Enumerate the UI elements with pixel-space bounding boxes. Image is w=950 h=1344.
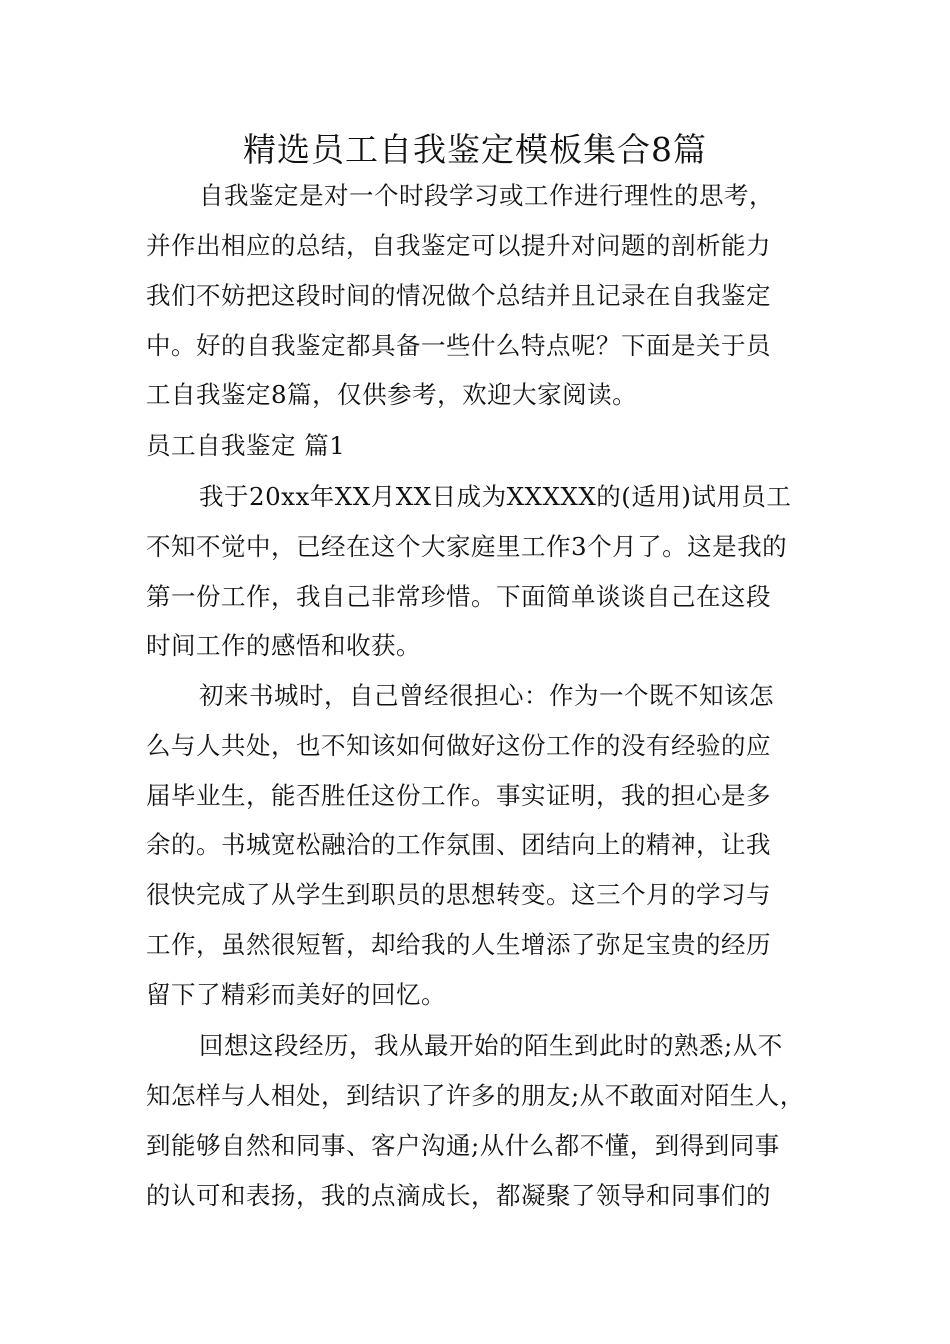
para1-line-1: 我于20xx年XX月XX日成为XXXXX的(适用)试用员工	[199, 482, 792, 511]
intro-line-5: 工自我鉴定8篇，仅供参考，欢迎大家阅读。	[146, 380, 638, 409]
para2-line-4: 余的。书城宽松融洽的工作氛围、团结向上的精神，让我	[146, 830, 771, 859]
para2-line-5: 很快完成了从学生到职员的思想转变。这三个月的学习与	[146, 880, 771, 909]
para2-line-1: 初来书城时，自己曾经很担心：作为一个既不知该怎	[199, 681, 774, 710]
para1-line-2: 不知不觉中，已经在这个大家庭里工作3个月了。这是我的	[146, 532, 788, 561]
intro-line-3: 我们不妨把这段时间的情况做个总结并且记录在自我鉴定	[146, 281, 771, 310]
para2-line-3: 届毕业生，能否胜任这份工作。事实证明，我的担心是多	[146, 781, 771, 810]
para1-line-3: 第一份工作，我自己非常珍惜。下面简单谈谈自己在这段	[146, 582, 771, 611]
section-heading: 员工自我鉴定 篇1	[146, 431, 346, 460]
para3-line-2: 知怎样与人相处，到结识了许多的朋友;从不敢面对陌生人，	[146, 1081, 805, 1110]
para2-line-2: 么与人共处，也不知该如何做好这份工作的没有经验的应	[146, 731, 771, 760]
para3-line-4: 的认可和表扬，我的点滴成长，都凝聚了领导和同事们的	[146, 1181, 771, 1210]
intro-line-1: 自我鉴定是对一个时段学习或工作进行理性的思考，	[199, 181, 774, 210]
document-title: 精选员工自我鉴定模板集合8篇	[243, 130, 707, 169]
para3-line-3: 到能够自然和同事、客户沟通;从什么都不懂，到得到同事	[146, 1131, 780, 1160]
para2-line-6: 工作，虽然很短暂，却给我的人生增添了弥足宝贵的经历	[146, 930, 771, 959]
para2-line-7: 留下了精彩而美好的回忆。	[146, 980, 446, 1009]
intro-line-2: 并作出相应的总结，自我鉴定可以提升对问题的剖析能力	[146, 231, 771, 260]
para1-line-4: 时间工作的感悟和收获。	[146, 631, 421, 660]
intro-line-4: 中。好的自我鉴定都具备一些什么特点呢？下面是关于员	[146, 331, 771, 360]
para3-line-1: 回想这段经历，我从最开始的陌生到此时的熟悉;从不	[199, 1031, 783, 1060]
